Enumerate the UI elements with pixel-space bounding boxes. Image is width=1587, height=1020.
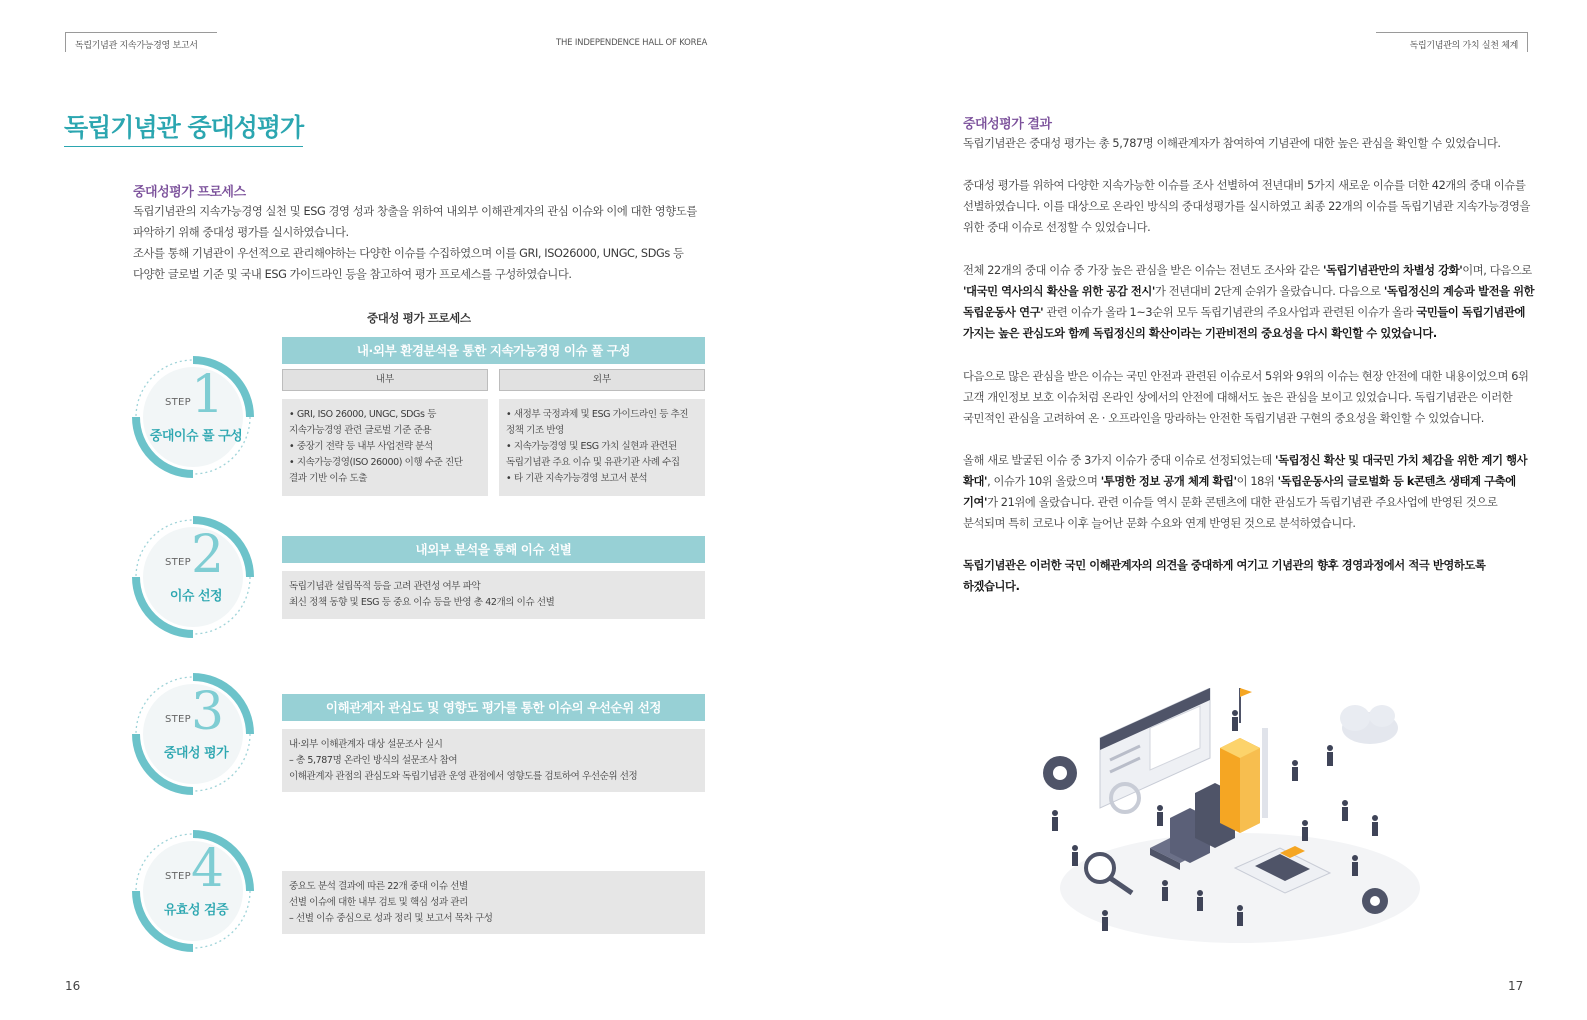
step-4-number: 4 — [191, 839, 225, 899]
step-2-bar: 내외부 분석을 통해 이슈 선별 — [282, 536, 705, 563]
step-1-bar: 내·외부 환경분석을 통한 지속가능경영 이슈 풀 구성 — [282, 337, 705, 364]
step-3-details: 내·외부 이해관계자 대상 설문조사 실시 – 총 5,787명 온라인 방식의 설문조사 참여 이해관계자 관점의 관심도와 독립기념관 운영 관점에서 영향도를 검토하여 우선순위 선정 — [282, 729, 705, 792]
result-paragraph-1: 중대성 평가를 위하여 다양한 지속가능한 이슈를 조사 선별하여 전년대비 5가지 새로운 이슈를 더한 42개의 중대 이슈를 선별하였습니다. 이를 대상으로 온라인 방식의 중대성평가를 실시하였고 최종 22개의 이슈를 독립기념관 지속가능경영을 위한 중대 이슈로 선정할 수 있었습니다. — [963, 179, 1530, 234]
page-number-right: 17 — [1508, 979, 1524, 993]
header-section-title: 독립기념관의 가치 실천 체계 — [1376, 32, 1528, 52]
gear-icon — [1043, 756, 1077, 790]
step-4-details: 중요도 분석 결과에 따른 22개 중대 이슈 선별 선별 이슈에 대한 내부 검토 및 핵심 성과 관리 – 선별 이슈 중심으로 성과 정리 및 보고서 목차 구성 — [282, 871, 705, 934]
gear-icon-small — [1362, 888, 1388, 914]
result-intro: 독립기념관은 중대성 평가는 총 5,787명 이해관계자가 참여하여 기념관에 대한 높은 관심을 확인할 수 있었습니다. — [963, 137, 1501, 150]
result-paragraph-3: 다음으로 많은 관심을 받은 이슈는 국민 안전과 관련된 이슈로서 5위와 9위의 이슈는 현장 안전에 대한 내용이었으며 6위 고객 개인정보 보호 이슈처럼 온라인 상에서의 안전에 대해서도 높은 관심을 보이고 있었습니다. 독립기념관은 이러한 국민적인 관심을 고려하여 온 · 오프라인을 망라하는 안전한 독립기념관 구현의 중요성을 확인할 수 있었습니다. — [963, 370, 1529, 425]
step-4-name: 유효성 검증 — [163, 903, 229, 918]
measure-scale — [1262, 728, 1268, 818]
step-2-name: 이슈 선정 — [169, 589, 223, 604]
internal-column-header: 내부 — [282, 369, 488, 391]
diagram-title: 중대성 평가 프로세스 — [367, 311, 471, 325]
step-2-details: 독립기념관 설립목적 등을 고려 관련성 여부 파악 최신 정책 동향 및 ESG 등 중요 이슈 등을 반영 총 42개의 이슈 선별 — [282, 571, 705, 619]
business-analytics-illustration — [1040, 688, 1430, 950]
external-column-header: 외부 — [499, 369, 705, 391]
step-3-label: STEP — [165, 714, 192, 725]
step-1-number: 1 — [191, 365, 225, 425]
flag-icon — [1240, 688, 1252, 723]
page-title: 독립기념관 중대성평가 — [64, 108, 303, 147]
step-2-number: 2 — [191, 525, 225, 585]
step-3-name: 중대성 평가 — [163, 746, 229, 761]
step-3-bar: 이해관계자 관심도 및 영향도 평가를 통한 이슈의 우선순위 선정 — [282, 694, 705, 721]
step-4-circle — [131, 829, 261, 959]
result-conclusion: 독립기념관은 이러한 국민 이해관계자의 의견을 중대하게 여기고 기념관의 향후 경영과정에서 적극 반영하도록 하겠습니다. — [963, 559, 1486, 593]
result-paragraph-2: 전체 22개의 중대 이슈 중 가장 높은 관심을 받은 이슈는 전년도 조사와 같은 '독립기념관만의 차별성 강화'이며, 다음으로 '대국민 역사의식 확산을 위한 공감 전시'가 전년대비 2단계 순위가 올랐습니다. 다음으로 '독립정신의 계승과 발전을 위한 독립운동사 연구' 관련 이슈가 올라 1~3순위 모두 독립기념관의 주요사업과 관련된 이슈가 올라 국민들이 독립기념관에 가지는 높은 관심도와 함께 독립정신의 확산이라는 기관비전의 중요성을 다시 확인할 수 있었습니다. — [963, 264, 1535, 340]
step-4-label: STEP — [165, 871, 192, 882]
result-section-title: 중대성평가 결과 — [963, 117, 1052, 132]
result-paragraph-4: 올해 새로 발굴된 이슈 중 3가지 이슈가 중대 이슈로 선정되었는데 '독립정신 확산 및 대국민 가치 체감을 위한 계기 행사 확대', 이슈가 10위 올랐으며 '투명한 정보 공개 체계 확립'이 18위 '독립운동사의 글로벌화 등 k콘텐츠 생태계 구축에 기여'가 21위에 올랐습니다. 관련 이슈들 역시 문화 콘텐츠에 대한 관심도가 독립기념관 주요사업에 반영된 것으로 분석되며 특히 코로나 이후 늘어난 문화 수요와 연계 반영된 것으로 분석하였습니다. — [963, 454, 1528, 530]
step-2-circle — [131, 515, 261, 645]
browser-window-icon — [1100, 688, 1210, 808]
step-3-circle — [131, 672, 261, 802]
step-2-label: STEP — [165, 557, 192, 568]
step-3-number: 3 — [191, 682, 225, 742]
step-1-label: STEP — [165, 397, 192, 408]
cloud-icon — [1340, 705, 1398, 744]
page-number-left: 16 — [65, 979, 81, 993]
internal-analysis-box: • GRI, ISO 26000, UNGC, SDGs 등 지속가능경영 관련 글로벌 기준 준용 • 중장기 전략 등 내부 사업전략 분석 • 지속가능경영(ISO 26000) 이행 수준 진단 결과 기반 이슈 도출 — [282, 399, 488, 496]
process-description: 독립기념관의 지속가능경영 실천 및 ESG 경영 성과 창출을 위하여 내외부 이해관계자의 관심 이슈와 이에 대한 영향도를 파악하기 위해 중대성 평가를 실시하였습니다. 조사를 통해 기념관이 우선적으로 관리해야하는 다양한 이슈를 수집하였으며 이를 GRI, ISO26000, UNGC, SDGs 등 다양한 글로벌 기준 및 국내 ESG 가이드라인 등을 참고하여 평가 프로세스를 구성하였습니다. — [133, 205, 697, 281]
external-analysis-box: • 새정부 국정과제 및 ESG 가이드라인 등 추진 정책 기조 반영 • 지속가능경영 및 ESG 가치 실현과 관련된 독립기념관 주요 이슈 및 유관기관 사례 수집 • 타 기관 지속가능경영 보고서 분석 — [499, 399, 705, 496]
process-section-title: 중대성평가 프로세스 — [133, 185, 246, 200]
header-organization: THE INDEPENDENCE HALL OF KOREA — [556, 38, 708, 48]
step-1-circle — [131, 355, 261, 485]
step-1-name: 중대이슈 풀 구성 — [149, 429, 243, 444]
header-report-title: 독립기념관 지속가능경영 보고서 — [65, 32, 217, 52]
